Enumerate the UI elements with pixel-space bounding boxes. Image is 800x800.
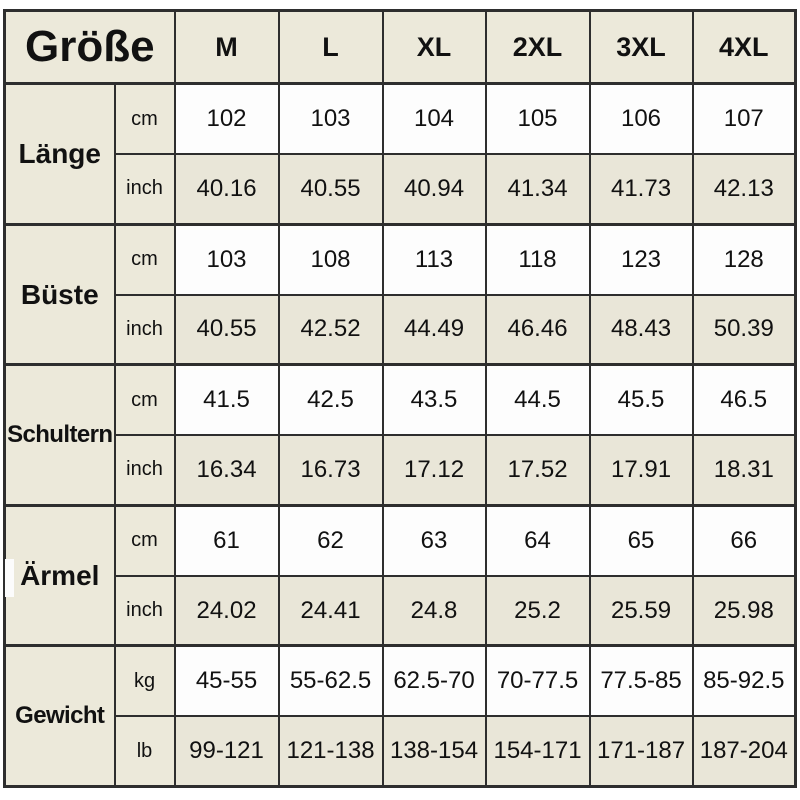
value-cell: 24.8 [383,576,486,646]
value-cell: 154-171 [486,716,590,786]
table-row-schultern-inch [5,435,796,505]
value-cell: 42.13 [693,154,796,224]
unit-cell: cm [115,365,175,435]
value-cell: 24.02 [175,576,279,646]
value-cell: 41.73 [590,154,693,224]
row-label-bueste: Büste [5,224,115,365]
value-cell: 105 [486,84,590,154]
size-chart-table [3,9,797,788]
value-cell: 42.5 [279,365,383,435]
value-cell: 118 [486,224,590,294]
table-row-gewicht-lb [5,716,796,786]
value-cell: 107 [693,84,796,154]
value-cell: 40.55 [175,295,279,365]
column-header-xl: XL [383,11,486,84]
value-cell: 65 [590,505,693,575]
value-cell: 25.98 [693,576,796,646]
value-cell: 25.59 [590,576,693,646]
table-row-gewicht-kg [5,646,796,716]
value-cell: 41.34 [486,154,590,224]
value-cell: 138-154 [383,716,486,786]
column-header-4xl: 4XL [693,11,796,84]
column-header-2xl: 2XL [486,11,590,84]
value-cell: 123 [590,224,693,294]
header-row [5,11,796,84]
value-cell: 40.94 [383,154,486,224]
value-cell: 16.73 [279,435,383,505]
value-cell: 17.91 [590,435,693,505]
value-cell: 48.43 [590,295,693,365]
value-cell: 46.46 [486,295,590,365]
value-cell: 46.5 [693,365,796,435]
value-cell: 40.16 [175,154,279,224]
value-cell: 42.52 [279,295,383,365]
value-cell: 25.2 [486,576,590,646]
value-cell: 40.55 [279,154,383,224]
value-cell: 77.5-85 [590,646,693,716]
size-title-cell: Größe [5,11,175,84]
value-cell: 18.31 [693,435,796,505]
value-cell: 45-55 [175,646,279,716]
table-row-laenge-cm [5,84,796,154]
value-cell: 50.39 [693,295,796,365]
value-cell: 171-187 [590,716,693,786]
table-row-laenge-inch [5,154,796,224]
value-cell: 17.52 [486,435,590,505]
value-cell: 70-77.5 [486,646,590,716]
value-cell: 85-92.5 [693,646,796,716]
value-cell: 41.5 [175,365,279,435]
value-cell: 66 [693,505,796,575]
unit-cell: cm [115,84,175,154]
table-row-schultern-cm [5,365,796,435]
value-cell: 113 [383,224,486,294]
unit-cell: inch [115,435,175,505]
value-cell: 44.49 [383,295,486,365]
table-row-aermel-inch [5,576,796,646]
table-row-bueste-inch [5,295,796,365]
value-cell: 63 [383,505,486,575]
value-cell: 43.5 [383,365,486,435]
row-label-schultern: Schultern [5,365,115,506]
value-cell: 24.41 [279,576,383,646]
unit-cell: cm [115,505,175,575]
value-cell: 104 [383,84,486,154]
column-header-l: L [279,11,383,84]
row-label-gewicht: Gewicht [5,646,115,787]
value-cell: 16.34 [175,435,279,505]
unit-cell: inch [115,295,175,365]
value-cell: 103 [175,224,279,294]
value-cell: 17.12 [383,435,486,505]
value-cell: 44.5 [486,365,590,435]
value-cell: 106 [590,84,693,154]
row-label-laenge: Länge [5,84,115,225]
value-cell: 62 [279,505,383,575]
value-cell: 99-121 [175,716,279,786]
unit-cell: inch [115,576,175,646]
unit-cell: cm [115,224,175,294]
table-row-bueste-cm [5,224,796,294]
column-header-3xl: 3XL [590,11,693,84]
value-cell: 55-62.5 [279,646,383,716]
unit-cell: inch [115,154,175,224]
value-cell: 45.5 [590,365,693,435]
column-header-m: M [175,11,279,84]
unit-cell: kg [115,646,175,716]
value-cell: 102 [175,84,279,154]
value-cell: 61 [175,505,279,575]
row-label-aermel: Ärmel [5,505,115,646]
value-cell: 62.5-70 [383,646,486,716]
value-cell: 128 [693,224,796,294]
unit-cell: lb [115,716,175,786]
value-cell: 187-204 [693,716,796,786]
value-cell: 64 [486,505,590,575]
value-cell: 103 [279,84,383,154]
value-cell: 108 [279,224,383,294]
table-row-aermel-cm [5,505,796,575]
value-cell: 121-138 [279,716,383,786]
